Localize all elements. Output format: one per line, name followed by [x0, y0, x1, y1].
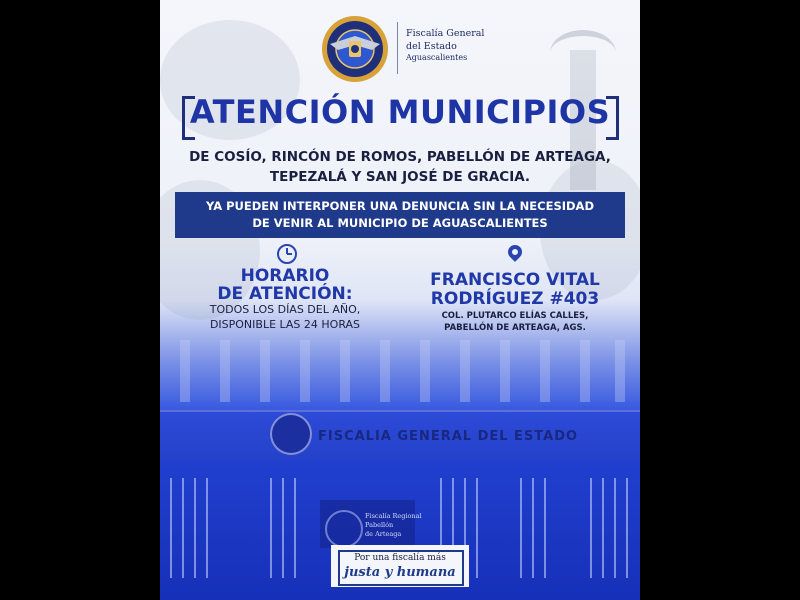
building-column	[260, 340, 270, 402]
regional-sign-line3: de Arteaga	[365, 530, 402, 538]
fence-slat	[294, 478, 296, 578]
building-column	[180, 340, 190, 402]
fence-slat	[602, 478, 604, 578]
building-column	[540, 340, 550, 402]
fence-slat	[626, 478, 628, 578]
municipios-line2: TEPEZALÁ Y SAN JOSÉ DE GRACIA.	[269, 169, 531, 185]
location-pin-icon	[505, 242, 525, 262]
address-detail-line1: COL. PLUTARCO ELÍAS CALLES,	[441, 311, 589, 321]
address-detail-line2: PABELLÓN DE ARTEAGA, AGS.	[444, 323, 586, 333]
building-column	[580, 340, 590, 402]
address-title-line1: FRANCISCO VITAL	[430, 270, 600, 290]
banner-line2: DE VENIR AL MUNICIPIO DE AGUASCALIENTES	[252, 216, 548, 230]
building-seal-icon	[270, 413, 312, 455]
horario-title-line1: HORARIO	[240, 266, 330, 286]
fence-slat	[614, 478, 616, 578]
slogan-line1: Por una fiscalía más	[354, 553, 446, 563]
building-column	[340, 340, 350, 402]
fence-slat	[532, 478, 534, 578]
regional-seal-icon	[325, 510, 363, 548]
municipios-line1: DE COSÍO, RINCÓN DE ROMOS, PABELLÓN DE ARTEAGA,	[189, 149, 611, 165]
building-column	[220, 340, 230, 402]
building-column	[300, 340, 310, 402]
fiscalia-seal-logo	[320, 14, 390, 84]
regional-sign-line1: Fiscalía Regional	[365, 512, 422, 520]
fence-slat	[170, 478, 172, 578]
horario-detail-line1: TODOS LOS DÍAS DEL AÑO,	[209, 303, 361, 316]
building-sign: FISCALIA GENERAL DEL ESTADO	[318, 429, 579, 444]
fence-slat	[590, 478, 592, 578]
regional-sign-line2: Pabellón	[365, 521, 394, 529]
address-title-line2: RODRÍGUEZ #403	[430, 289, 600, 309]
fence-slat	[476, 478, 478, 578]
building-column	[420, 340, 430, 402]
fence-slat	[194, 478, 196, 578]
building-column	[380, 340, 390, 402]
fence-slat	[270, 478, 272, 578]
org-name-line1: Fiscalía General	[406, 28, 485, 39]
fence-slat	[520, 478, 522, 578]
fence-slat	[282, 478, 284, 578]
clock-icon	[277, 244, 297, 264]
fence-slat	[206, 478, 208, 578]
banner-line1: YA PUEDEN INTERPONER UNA DENUNCIA SIN LA NECESIDAD	[205, 199, 594, 213]
announcement-banner	[175, 192, 625, 238]
horario-detail-line2: DISPONIBLE LAS 24 HORAS	[209, 318, 361, 331]
fence-slat	[182, 478, 184, 578]
org-name-line2: del Estado	[406, 41, 457, 52]
poster	[160, 0, 640, 600]
slogan-line2: justa y humana	[344, 565, 456, 580]
logo-divider	[397, 22, 398, 74]
fence-slat	[544, 478, 546, 578]
org-name-line3: Aguascalientes	[406, 53, 468, 62]
building-column	[460, 340, 470, 402]
building-column	[615, 340, 625, 402]
page-title: ATENCIÓN MUNICIPIOS	[189, 93, 611, 131]
horario-title-line2: DE ATENCIÓN:	[217, 284, 353, 304]
building-column	[500, 340, 510, 402]
